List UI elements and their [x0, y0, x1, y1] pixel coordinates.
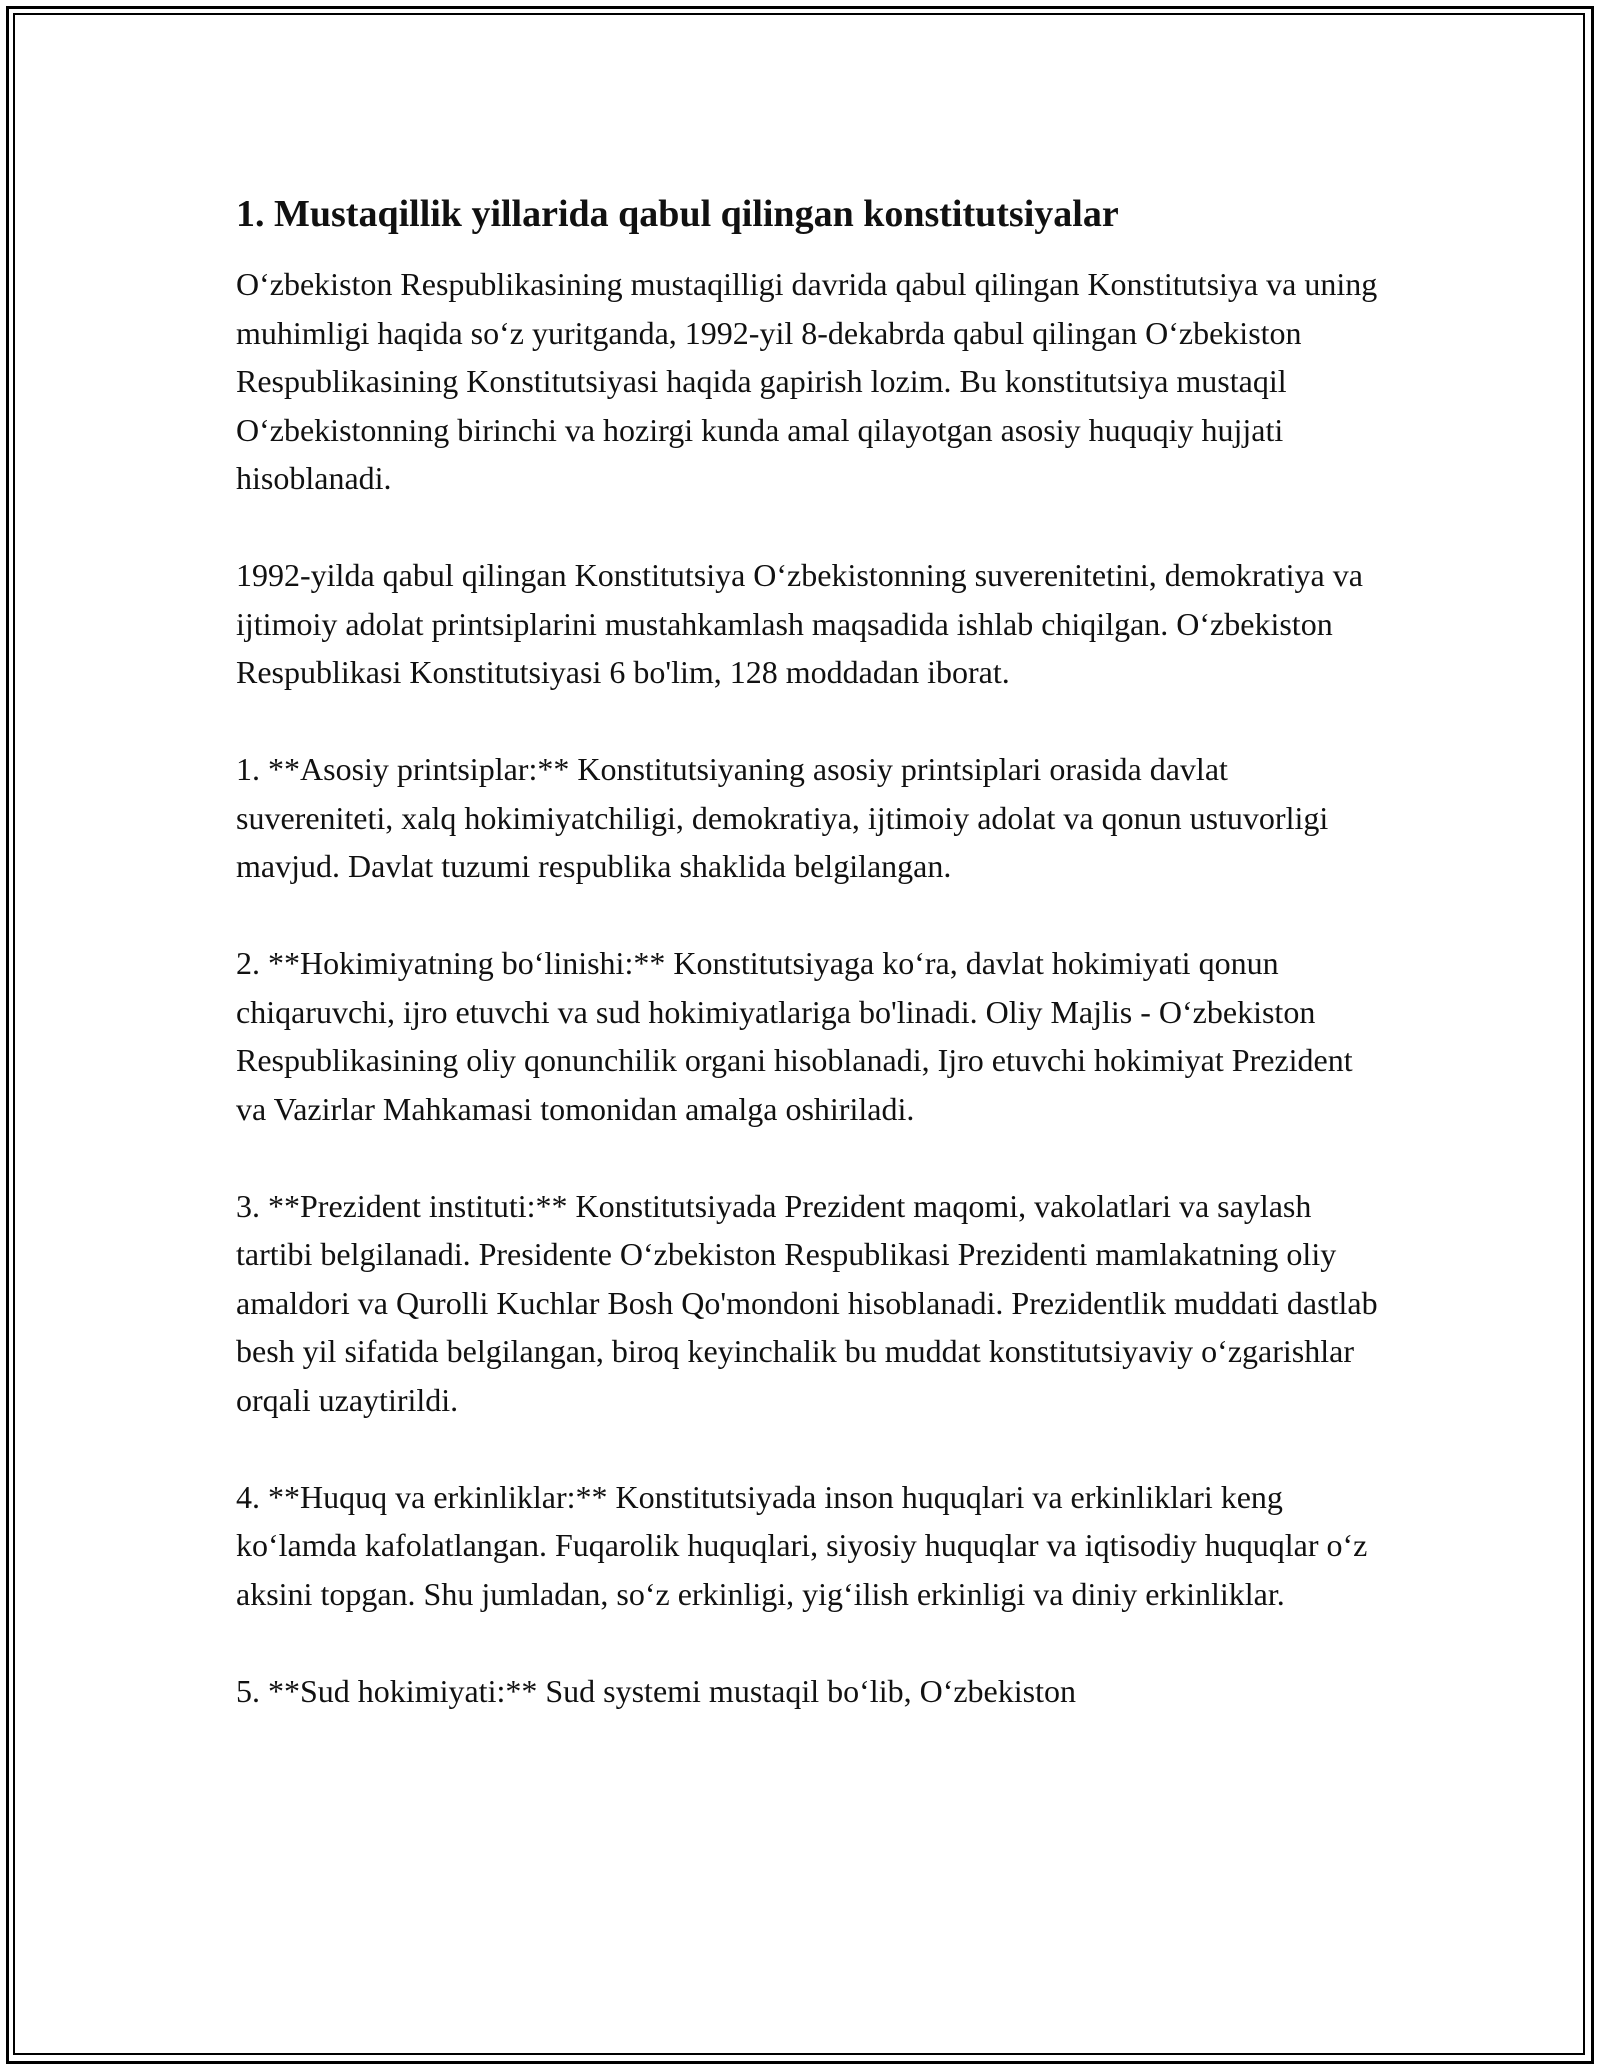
- list-item-basic-principles: 1. **Asosiy printsiplar:** Konstitutsiyaning asosiy printsiplari orasida davlat suvereniteti, xalq hokimiyatchiligi, demokratiya, ijtimoiy adolat va qonun ustuvorligi mavjud. Davlat tuzumi respublika shaklida belgilangan.: [236, 751, 1329, 884]
- paragraph-intro: O‘zbekiston Respublikasining mustaqilligi davrida qabul qilingan Konstitutsiya va uning muhimligi haqida so‘z yuritganda, 1992-yil 8-dekabrda qabul qilingan O‘zbekiston Respublikasining Konstitutsiyasi haqida gapirish lozim. Bu konstitutsiya mustaqil O‘zbekistonning birinchi va hozirgi kunda amal qilayotgan asosiy huquqiy hujjati hisoblanadi.: [236, 266, 1378, 496]
- paragraph-1992-constitution: 1992-yilda qabul qilingan Konstitutsiya O‘zbekistonning suverenitetini, demokratiya va ijtimoiy adolat printsiplarini mustahkamlash maqsadida ishlab chiqilgan. O‘zbekiston Respublikasi Konstitutsiyasi 6 bo'lim, 128 moddadan iborat.: [236, 557, 1363, 690]
- list-item-rights-freedoms: 4. **Huquq va erkinliklar:** Konstitutsiyada inson huquqlari va erkinliklari keng ko‘lamda kafolatlangan. Fuqarolik huquqlari, siyosiy huquqlar va iqtisodiy huquqlar o‘z aksini topgan. Shu jumladan, so‘z erkinligi, yig‘ilish erkinligi va diniy erkinliklar.: [236, 1478, 1368, 1612]
- list-item-presidency: 3. **Prezident instituti:** Konstitutsiyada Prezident maqomi, vakolatlari va saylash tartibi belgilanadi. Presidente O‘zbekiston Respublikasi Prezidenti mamlakatning oliy amaldori va Qurolli Kuchlar Bosh Qo'mondoni hisoblanadi. Prezidentlik muddati dastlab besh yil sifatida belgilangan, biroq keyinchalik bu muddat konstitutsiyaviy o‘zgarishlar orqali uzaytirildi.: [236, 1187, 1378, 1418]
- document-body: [236, 186, 1386, 1715]
- list-item-judiciary: 5. **Sud hokimiyati:** Sud systemi mustaqil bo‘lib, O‘zbekiston: [236, 1672, 1076, 1709]
- document-title: 1. Mustaqillik yillarida qabul qilingan konstitutsiyalar: [236, 193, 1119, 235]
- list-item-separation-of-powers: 2. **Hokimiyatning bo‘linishi:** Konstitutsiyaga ko‘ra, davlat hokimiyati qonun chiqaruvchi, ijro etuvchi va sud hokimiyatlariga bo'linadi. Oliy Majlis - O‘zbekiston Respublikasining oliy qonunchilik organi hisoblanadi, Ijro etuvchi hokimiyat Prezident va Vazirlar Mahkamasi tomonidan amalga oshiriladi.: [236, 945, 1353, 1127]
